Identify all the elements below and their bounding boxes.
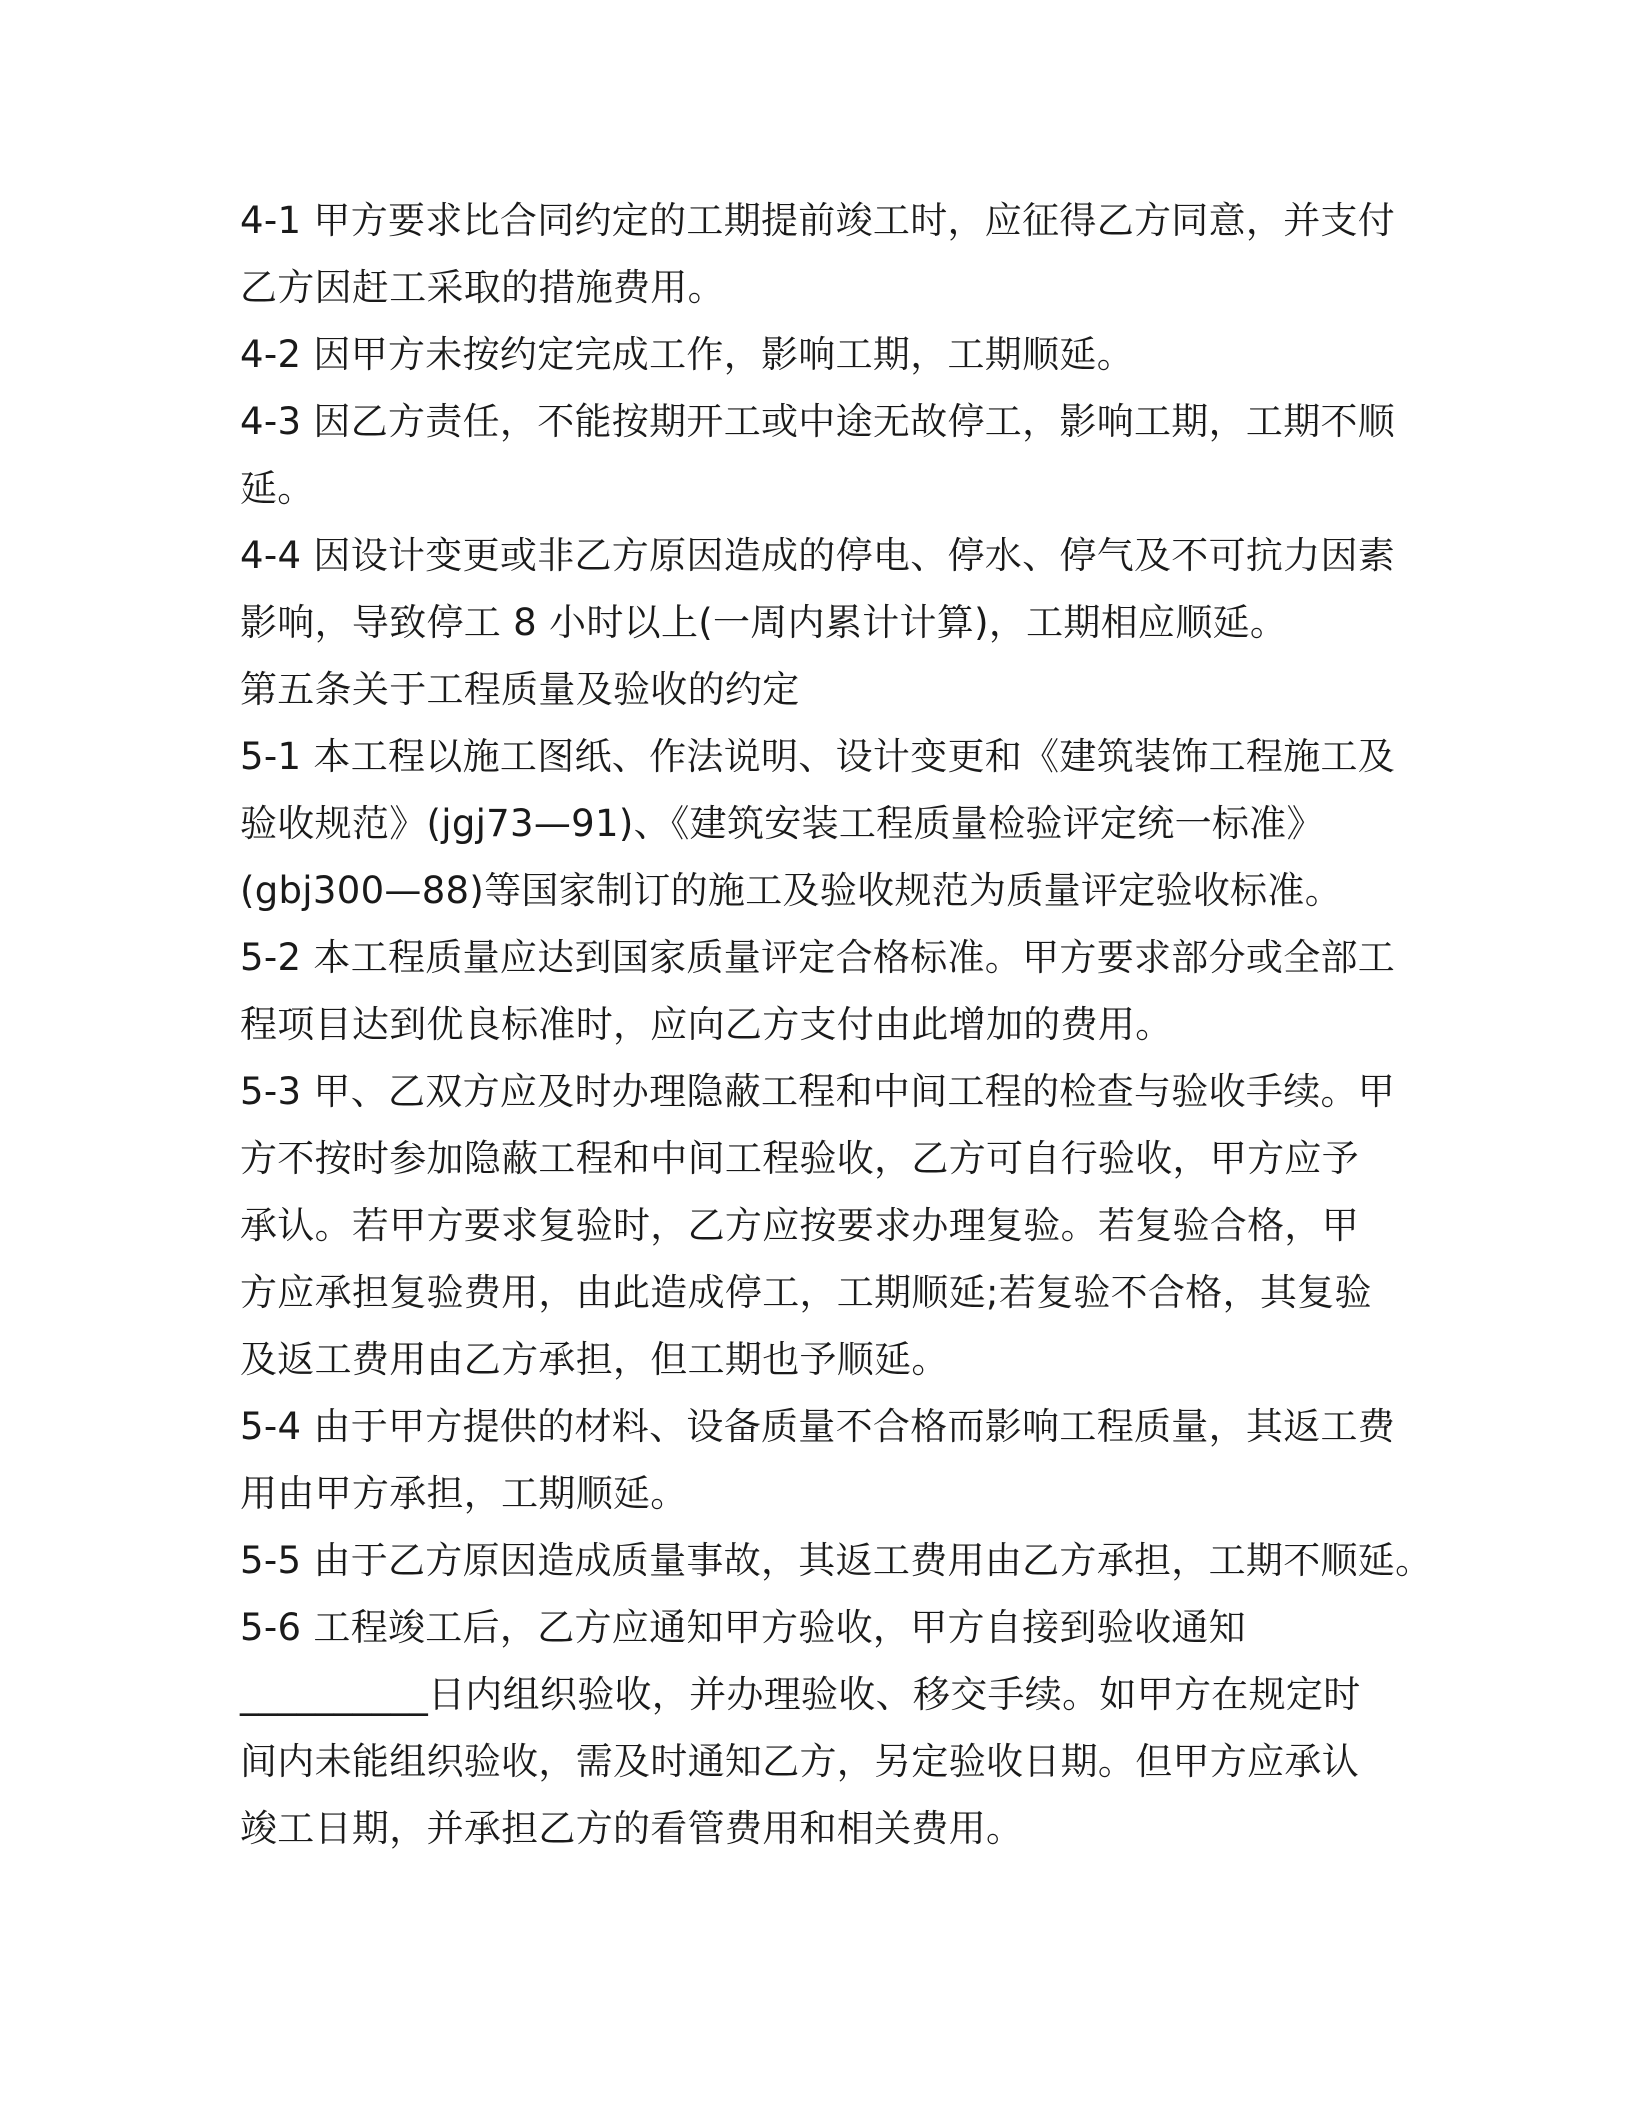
clause-5-3-line-2: 方不按时参加隐蔽工程和中间工程验收，乙方可自行验收，甲方应予 <box>240 1137 1359 1180</box>
clause-5-1-line-2: 验收规范》(jgj73—91)、《建筑安装工程质量检验评定统一标准》 <box>240 802 1324 845</box>
clause-5-6-line-3: 间内未能组织验收，需及时通知乙方，另定验收日期。但甲方应承认 <box>240 1740 1359 1783</box>
clause-5-3-line-3: 承认。若甲方要求复验时，乙方应按要求办理复验。若复验合格，甲 <box>240 1204 1359 1247</box>
section-heading-article-5: 第五条关于工程质量及验收的约定 <box>240 668 800 711</box>
clause-5-6-line-1: 5-6 工程竣工后，乙方应通知甲方验收，甲方自接到验收通知 <box>240 1606 1246 1649</box>
document-body <box>240 187 1433 1862</box>
clause-5-3-line-1: 5-3 甲、乙双方应及时办理隐蔽工程和中间工程的检查与验收手续。甲 <box>240 1070 1396 1113</box>
clause-5-3-line-5: 及返工费用由乙方承担，但工期也予顺延。 <box>240 1338 949 1381</box>
clause-4-1-line-2: 乙方因赶工采取的措施费用。 <box>240 266 725 309</box>
clause-4-1-line-1: 4-1 甲方要求比合同约定的工期提前竣工时，应征得乙方同意，并支付 <box>240 199 1396 242</box>
clause-4-4-line-2: 影响，导致停工 8 小时以上(一周内累计计算)，工期相应顺延。 <box>240 601 1288 644</box>
clause-4-3-line-2: 延。 <box>240 467 315 510</box>
clause-5-1-line-1: 5-1 本工程以施工图纸、作法说明、设计变更和《建筑装饰工程施工及 <box>240 735 1396 778</box>
clause-5-4-line-1: 5-4 由于甲方提供的材料、设备质量不合格而影响工程质量，其返工费 <box>240 1405 1396 1448</box>
clause-5-6-line-2: __________日内组织验收，并办理验收、移交手续。如甲方在规定时 <box>240 1673 1361 1716</box>
clause-5-2-line-1: 5-2 本工程质量应达到国家质量评定合格标准。甲方要求部分或全部工 <box>240 936 1396 979</box>
clause-4-4-line-1: 4-4 因设计变更或非乙方原因造成的停电、停水、停气及不可抗力因素 <box>240 534 1396 577</box>
clause-5-1-line-3: (gbj300—88)等国家制订的施工及验收规范为质量评定验收标准。 <box>240 869 1343 912</box>
clause-5-5: 5-5 由于乙方原因造成质量事故，其返工费用由乙方承担，工期不顺延。 <box>240 1539 1433 1582</box>
clause-5-2-line-2: 程项目达到优良标准时，应向乙方支付由此增加的费用。 <box>240 1003 1173 1046</box>
clause-5-4-line-2: 用由甲方承担，工期顺延。 <box>240 1472 688 1515</box>
clause-4-2: 4-2 因甲方未按约定完成工作，影响工期，工期顺延。 <box>240 333 1134 376</box>
clause-5-6-line-4: 竣工日期，并承担乙方的看管费用和相关费用。 <box>240 1807 1024 1850</box>
clause-5-3-line-4: 方应承担复验费用，由此造成停工，工期顺延;若复验不合格，其复验 <box>240 1271 1372 1314</box>
clause-4-3-line-1: 4-3 因乙方责任，不能按期开工或中途无故停工，影响工期，工期不顺 <box>240 400 1396 443</box>
